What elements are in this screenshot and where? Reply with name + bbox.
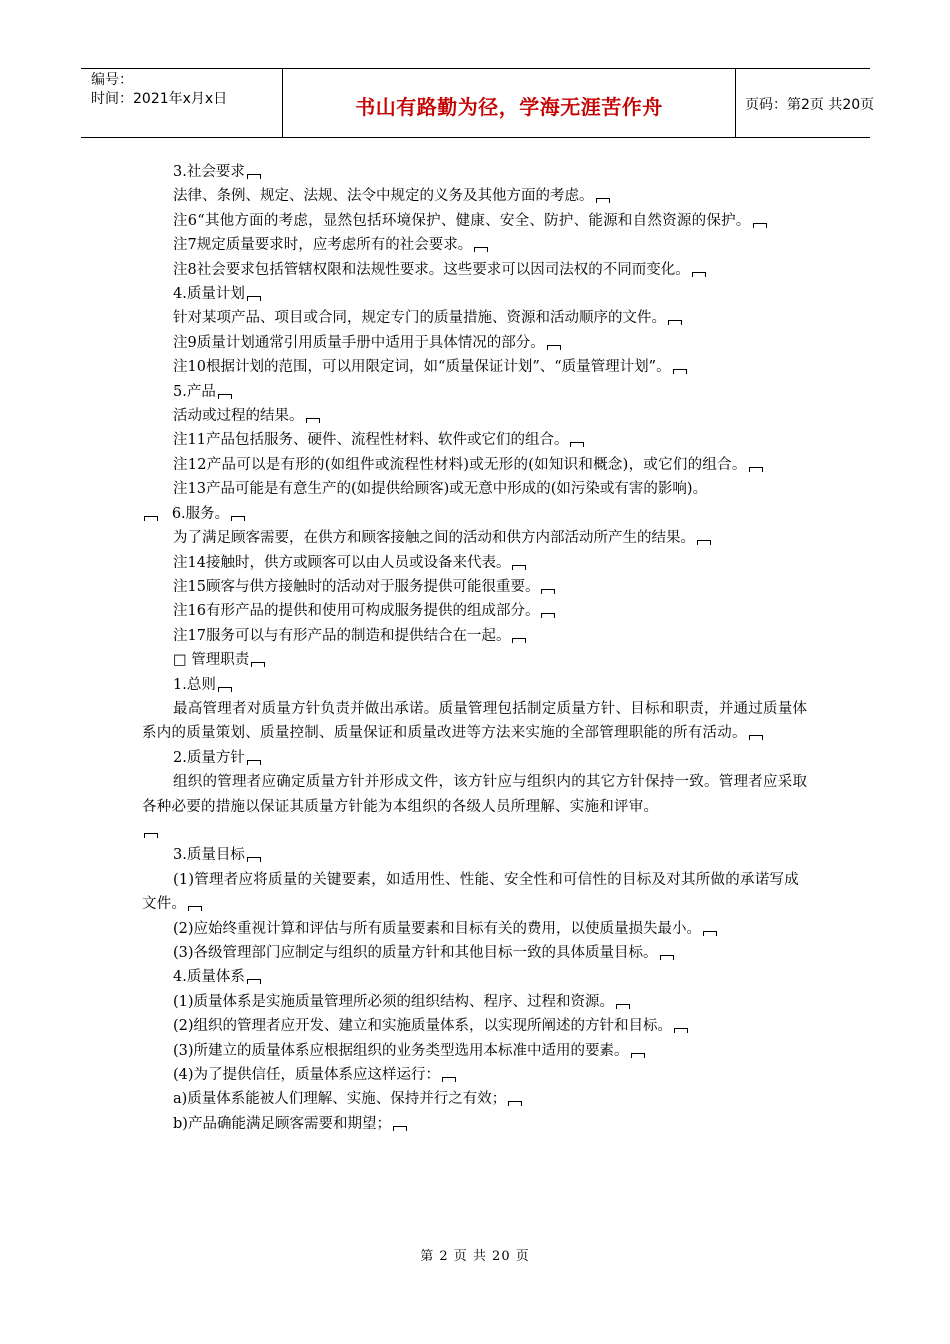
document-body <box>142 160 812 1136</box>
paragraph-mark-icon <box>144 516 158 521</box>
paragraph-mark-icon <box>749 735 763 740</box>
list-item: (2)组织的管理者应开发、建立和实施质量体系，以实现所阐述的方针和目标。 <box>142 1014 812 1038</box>
section-heading: 3.社会要求 <box>142 160 812 184</box>
paragraph-mark-icon <box>508 1101 522 1106</box>
section-heading: 1.总则 <box>142 673 812 697</box>
paragraph-mark-icon <box>541 589 555 594</box>
paragraph: 活动或过程的结果。 <box>142 404 812 428</box>
header-page-info: 页码：第2页 共20页 <box>745 97 875 113</box>
section-heading: 4.质量体系 <box>142 965 812 989</box>
note-paragraph: 注14接触时，供方或顾客可以由人员或设备来代表。 <box>142 551 812 575</box>
paragraph-mark-icon <box>218 687 232 692</box>
paragraph: 组织的管理者应确定质量方针并形成文件，该方针应与组织内的其它方针保持一致。管理者应采取各种必要的措施以保证其质量方针能为本组织的各级人员所理解、实施和评审。 <box>142 774 808 815</box>
list-item: (3)各级管理部门应制定与组织的质量方针和其他目标一致的具体质量目标。 <box>142 941 812 965</box>
paragraph-mark-icon <box>247 760 261 765</box>
paragraph-mark-icon <box>547 345 561 350</box>
paragraph-mark-icon <box>247 979 261 984</box>
note-paragraph: 注16有形产品的提供和使用可构成服务提供的组成部分。 <box>142 599 812 623</box>
paragraph-mark-icon <box>442 1077 456 1082</box>
paragraph-mark-icon <box>306 418 320 423</box>
paragraph-end <box>142 819 812 843</box>
list-item: (4)为了提供信任，质量体系应这样运行： <box>142 1063 812 1087</box>
paragraph-mark-icon <box>247 296 261 301</box>
paragraph-mark-icon <box>247 174 261 179</box>
list-item: a)质量体系能被人们理解、实施、保持并行之有效； <box>142 1087 812 1111</box>
list-item: (2)应始终重视计算和评估与所有质量要素和目标有关的费用，以使质量损失最小。 <box>142 917 812 941</box>
paragraph-mark-icon <box>247 857 261 862</box>
note-paragraph: 注8社会要求包括管辖权限和法规性要求。这些要求可以因司法权的不同而变化。 <box>142 258 812 282</box>
paragraph-mark-icon <box>218 394 232 399</box>
list-item: (1)管理者应将质量的关键要素，如适用性、性能、安全性和可信性的目标及对其所做的承诺写成文件。 <box>142 871 800 913</box>
paragraph-mark-icon <box>674 1028 688 1033</box>
section-heading: 6.服务。 <box>142 502 812 526</box>
note-paragraph: 注17服务可以与有形产品的制造和提供结合在一起。 <box>142 624 812 648</box>
paragraph-mark-icon <box>512 565 526 570</box>
list-item: b)产品确能满足顾客需要和期望； <box>142 1112 812 1136</box>
paragraph: 针对某项产品、项目或合同，规定专门的质量措施、资源和活动顺序的文件。 <box>142 306 812 330</box>
note-paragraph: 注11产品包括服务、硬件、流程性材料、软件或它们的组合。 <box>142 428 812 452</box>
paragraph-mark-icon <box>251 662 265 667</box>
paragraph-mark-icon <box>596 198 610 203</box>
paragraph-mark-icon <box>668 320 682 325</box>
paragraph-mark-icon <box>144 833 158 838</box>
header-info-cell <box>81 69 282 137</box>
paragraph-mark-icon <box>570 442 584 447</box>
chapter-heading: □ 管理职责 <box>142 648 812 672</box>
paragraph-mark-icon <box>616 1004 630 1009</box>
note-paragraph: 注6“其他方面的考虑，显然包括环境保护、健康、安全、防护、能源和自然资源的保护。 <box>142 209 812 233</box>
paragraph: 最高管理者对质量方针负责并做出承诺。质量管理包括制定质量方针、目标和职责，并通过质量体系内的质量策划、质量控制、质量保证和质量改进等方法来实施的全部管理职能的所有活动。 <box>142 700 808 742</box>
list-item: (3)所建立的质量体系应根据组织的业务类型选用本标准中适用的要素。 <box>142 1039 812 1063</box>
paragraph-mark-icon <box>188 906 202 911</box>
paragraph-mark-icon <box>631 1053 645 1058</box>
note-paragraph: 注10根据计划的范围，可以用限定词，如“质量保证计划”、“质量管理计划”。 <box>142 355 812 379</box>
document-number-label: 编号： <box>91 72 133 88</box>
paragraph-mark-icon <box>231 516 245 521</box>
paragraph-mark-icon <box>703 931 717 936</box>
note-paragraph: 注13产品可能是有意生产的(如提供给顾客)或无意中形成的(如污染或有害的影响)。 <box>173 481 708 498</box>
paragraph-mark-icon <box>660 955 674 960</box>
header-page-cell <box>735 69 875 137</box>
paragraph-mark-icon <box>512 638 526 643</box>
note-paragraph: 注12产品可以是有形的(如组件或流程性材料)或无形的(如知识和概念)，或它们的组合。 <box>142 453 812 477</box>
note-paragraph: 注7规定质量要求时，应考虑所有的社会要求。 <box>142 233 812 257</box>
list-item: (1)质量体系是实施质量管理所必须的组织结构、程序、过程和资源。 <box>142 990 812 1014</box>
section-heading: 3.质量目标 <box>142 843 812 867</box>
paragraph-mark-icon <box>749 467 763 472</box>
header-motto: 书山有路勤为径，学海无涯苦作舟 <box>355 95 663 119</box>
paragraph-mark-icon <box>692 272 706 277</box>
paragraph: 法律、条例、规定、法规、法令中规定的义务及其他方面的考虑。 <box>142 184 812 208</box>
document-date: 时间：2021年x月x日 <box>91 91 228 107</box>
note-paragraph: 注9质量计划通常引用质量手册中适用于具体情况的部分。 <box>142 331 812 355</box>
page-footer: 第 2 页 共 20 页 <box>420 1249 530 1264</box>
note-paragraph: 注15顾客与供方接触时的活动对于服务提供可能很重要。 <box>142 575 812 599</box>
paragraph-mark-icon <box>393 1126 407 1131</box>
section-heading: 5.产品 <box>142 380 812 404</box>
paragraph: 为了满足顾客需要，在供方和顾客接触之间的活动和供方内部活动所产生的结果。 <box>142 526 812 550</box>
paragraph-mark-icon <box>753 223 767 228</box>
paragraph-mark-icon <box>697 540 711 545</box>
page-header <box>81 68 875 138</box>
header-motto-cell <box>282 69 736 137</box>
paragraph-mark-icon <box>474 247 488 252</box>
paragraph-mark-icon <box>673 369 687 374</box>
paragraph-mark-icon <box>541 613 555 618</box>
section-heading: 4.质量计划 <box>142 282 812 306</box>
section-heading: 2.质量方针 <box>142 746 812 770</box>
